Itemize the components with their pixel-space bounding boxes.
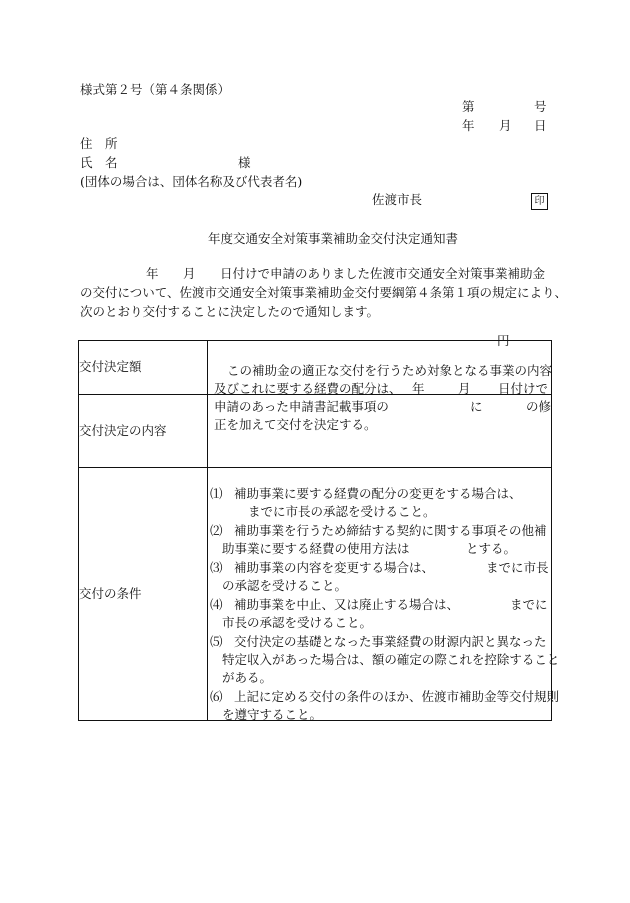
condition-2-line-1: 補助事業を行うため締結する契約に関する事項その他補 (234, 523, 547, 538)
content-line-2: 及びこれに要する経費の配分は、 (214, 381, 402, 396)
intro-line-3: 次のとおり交付することに決定したので通知します。 (80, 304, 380, 319)
condition-4-line-1-end: までに (510, 597, 548, 612)
intro-year-label: 年 (146, 266, 159, 281)
row-conditions (79, 468, 552, 721)
honorific: 様 (238, 155, 251, 170)
condition-2-number: ⑵ (210, 523, 223, 538)
seal-mark: 印 (531, 193, 548, 210)
group-note: (団体の場合は、団体名称及び代表者名) (80, 174, 303, 189)
row-decision-content (79, 395, 552, 468)
condition-5-line-3: がある。 (222, 670, 273, 685)
intro-line-1: 日付けで申請のありました佐渡市交通安全対策事業補助金 (220, 266, 546, 281)
condition-5-line-1: 交付決定の基礎となった事業経費の財源内訳と異なった (234, 634, 547, 649)
condition-4-line-2: 市長の承認を受けること。 (222, 615, 373, 630)
content-year-label: 年 (412, 381, 425, 396)
condition-1-line-1: 補助事業に要する経費の配分の変更をする場合は、 (234, 486, 522, 501)
decision-content-cell (208, 363, 553, 468)
condition-6-line-2: を遵守すること。 (222, 707, 323, 722)
content-line-2-end: 日付けで (498, 381, 549, 396)
condition-1-line-2: までに市長の承認を受けること。 (248, 504, 436, 519)
condition-6-line-1: 上記に定める交付の条件のほか、佐渡市補助金等交付規則 (234, 689, 560, 704)
condition-4-number: ⑷ (210, 597, 223, 612)
document-number-suffix: 号 (534, 99, 547, 114)
document-title: 年度交通安全対策事業補助金交付決定通知書 (208, 231, 459, 246)
condition-5-line-2: 特定収入があった場合は、額の確定の際これを控除すること (222, 652, 560, 667)
condition-4-line-1: 補助事業を中止、又は廃止する場合は、 (234, 597, 460, 612)
decision-content-label: 交付決定の内容 (79, 395, 208, 468)
yen-unit: 円 (497, 333, 510, 348)
content-line-3-end: の修 (526, 399, 552, 414)
date-year-label: 年 (462, 118, 475, 133)
condition-2-line-2-end: とする。 (466, 541, 517, 556)
intro-month-label: 月 (183, 266, 196, 281)
date-day-label: 日 (534, 118, 547, 133)
content-line-3: 申請のあった申請書記載事項の (214, 399, 389, 414)
condition-3-line-1: 補助事業の内容を変更する場合は、 (234, 560, 435, 575)
condition-3-line-1-end: までに市長 (486, 560, 549, 575)
form-number: 様式第２号（第４条関係） (80, 82, 231, 97)
document-number-prefix: 第 (462, 99, 475, 114)
conditions-label: 交付の条件 (79, 468, 208, 721)
conditions-cell (208, 468, 560, 722)
issuer-title: 佐渡市長 (372, 192, 423, 207)
decision-table (78, 333, 560, 722)
condition-2-line-2: 助事業に要する経費の使用方法は (222, 541, 410, 556)
content-month-label: 月 (458, 381, 471, 396)
name-label: 氏 名 (80, 155, 118, 170)
condition-1-number: ⑴ (210, 486, 223, 501)
condition-3-number: ⑶ (210, 560, 223, 575)
decision-amount-label: 交付決定額 (79, 341, 208, 395)
date-month-label: 月 (499, 118, 512, 133)
intro-line-2: の交付について、佐渡市交通安全対策事業補助金交付要綱第４条第１項の規定により、 (80, 285, 568, 300)
content-line-4: 正を加えて交付を決定する。 (214, 417, 377, 432)
condition-6-number: ⑹ (210, 689, 223, 704)
condition-5-number: ⑸ (210, 634, 223, 649)
content-line-1: この補助金の適正な交付を行うため対象となる事業の内容 (227, 363, 553, 378)
conditions-list (208, 468, 560, 722)
content-ni: に (470, 399, 483, 414)
address-label: 住 所 (80, 136, 118, 151)
condition-3-line-2: の承認を受けること。 (222, 578, 348, 593)
